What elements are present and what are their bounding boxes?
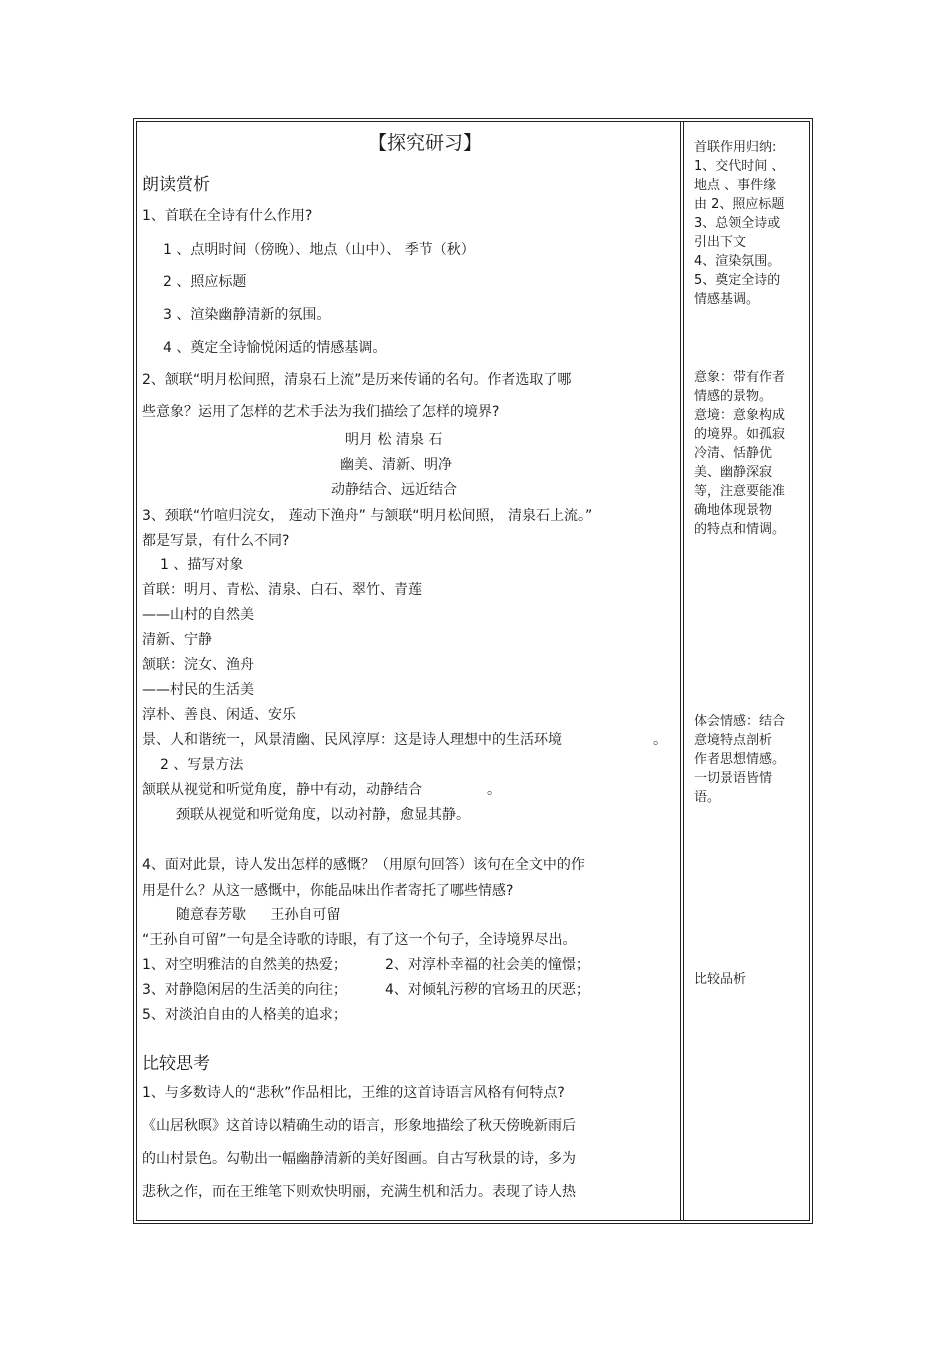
note-line: 3、总领全诗或 [694,216,781,231]
note-line: 意境：意象构成 [694,408,786,423]
note-line: 5、奠定全诗的 [694,273,781,288]
answer-3-harmony-period: 。 [653,732,667,748]
emotion-3: 3、对静隐闲居的生活美的向往； [142,982,347,998]
note-line: 意境特点剖析 [694,733,773,748]
emotion-1: 1、对空明雅洁的自然美的热爱； [142,957,347,973]
note-line: 情感基调。 [694,292,760,307]
note-line: 意象：带有作者 [694,370,786,385]
note-first-couplet [694,138,806,309]
note-line: 的境界。如孤寂 [694,427,786,442]
answer-3-item-1: 1 、描写对象 [160,557,244,573]
note-line: 作者思想情感。 [694,752,786,767]
answer-3-simple-kind: 淳朴、善良、闲适、安乐 [142,707,296,723]
answer-3-life-beauty: ——村民的生活美 [142,682,254,698]
question-3-line-1: 3、颈联“竹喧归浣女， 莲动下渔舟” 与颔联“明月松间照， 清泉石上流。” [142,508,593,524]
question-1: 1、首联在全诗有什么作用? [142,208,313,224]
page-title: 【探究研习】 [368,132,483,154]
question-3-line-2: 都是写景，有什么不同? [142,533,290,549]
question-4-line-1: 4、面对此景，诗人发出怎样的感慨？（用原句回答）该句在全文中的作 [142,857,585,873]
note-line: 首联作用归纳: [694,140,777,155]
note-imagery [694,368,806,539]
note-line: 体会情感：结合 [694,714,786,729]
note-emotion [694,712,806,807]
answer-4-note: “王孙自可留”一句是全诗歌的诗眼，有了这一个句子，全诗境界尽出。 [142,932,577,948]
compare-line-1: 《山居秋暝》这首诗以精确生动的语言，形象地描绘了秋天傍晚新雨后 [142,1118,576,1134]
answer-4-quote: 随意春芳歇 王孙自可留 [176,907,341,923]
answer-3-method-1-period: 。 [487,782,501,798]
note-line: 美、幽静深寂 [694,465,773,480]
answer-3-second-couplet: 颔联：浣女、渔舟 [142,657,254,673]
note-line: 1、交代时间 、 [694,159,785,174]
answer-3-first-couplet: 首联：明月、青松、清泉、白石、翠竹、青莲 [142,582,422,598]
note-compare [694,970,806,989]
note-line: 4、渲染氛围。 [694,254,781,269]
answer-3-method-1: 颔联从视觉和听觉角度，静中有动，动静结合 [142,782,422,798]
answer-3-item-2: 2 、写景方法 [160,757,244,773]
note-line: 由 2、照应标题 [694,197,785,212]
note-line: 情感的景物。 [694,389,773,404]
answer-1-4: 4 、奠定全诗愉悦闲适的情感基调。 [163,340,387,356]
note-line: 语。 [694,790,721,805]
note-line: 冷清、恬静优 [694,446,773,461]
note-line: 一切景语皆情 [694,771,773,786]
note-line: 确地体现景物 [694,503,773,518]
note-line: 比较品析 [694,972,747,987]
answer-3-natural-beauty: ——山村的自然美 [142,607,254,623]
answer-2-technique: 动静结合、远近结合 [331,482,457,498]
answer-1-3: 3 、渲染幽静清新的氛围。 [163,307,331,323]
compare-line-2: 的山村景色。勾勒出一幅幽静清新的美好图画。自古写秋景的诗，多为 [142,1151,576,1167]
question-4-line-2: 用是什么？从这一感慨中，你能品味出作者寄托了哪些情感? [142,883,514,899]
answer-2-realm: 幽美、清新、明净 [340,457,452,473]
note-line: 的特点和情调。 [694,522,786,537]
section-heading-reading: 朗读赏析 [142,175,210,195]
question-2-line-1: 2、颔联“明月松间照，清泉石上流”是历来传诵的名句。作者选取了哪 [142,372,572,388]
answer-1-1: 1 、点明时间（傍晚）、地点（山中）、 季节（秋） [163,242,475,258]
answer-3-method-2: 颈联从视觉和听觉角度，以动衬静，愈显其静。 [176,807,470,823]
answer-3-fresh-quiet: 清新、宁静 [142,632,212,648]
answer-2-imagery: 明月 松 清泉 石 [345,432,443,448]
answer-1-2: 2 、照应标题 [163,274,247,290]
compare-line-3: 悲秋之作，而在王维笔下则欢快明丽，充满生机和活力。表现了诗人热 [142,1184,576,1200]
question-2-line-2: 些意象？运用了怎样的艺术手法为我们描绘了怎样的境界? [142,404,500,420]
answer-3-harmony: 景、人和谐统一，风景清幽、民风淳厚：这是诗人理想中的生活环境 [142,732,562,748]
note-line: 等，注意要能准 [694,484,786,499]
note-line: 引出下文 [694,235,747,250]
note-line: 地点 、事件缘 [694,178,777,193]
emotion-4: 4、对倾轧污秽的官场丑的厌恶； [385,982,590,998]
compare-question-1: 1、与多数诗人的“悲秋”作品相比，王维的这首诗语言风格有何特点? [142,1085,565,1101]
column-divider-inner [683,121,684,1221]
emotion-5: 5、对淡泊自由的人格美的追求； [142,1007,347,1023]
column-divider [680,121,681,1221]
section-heading-compare: 比较思考 [142,1054,210,1074]
emotion-2: 2、对淳朴幸福的社会美的憧憬； [385,957,590,973]
